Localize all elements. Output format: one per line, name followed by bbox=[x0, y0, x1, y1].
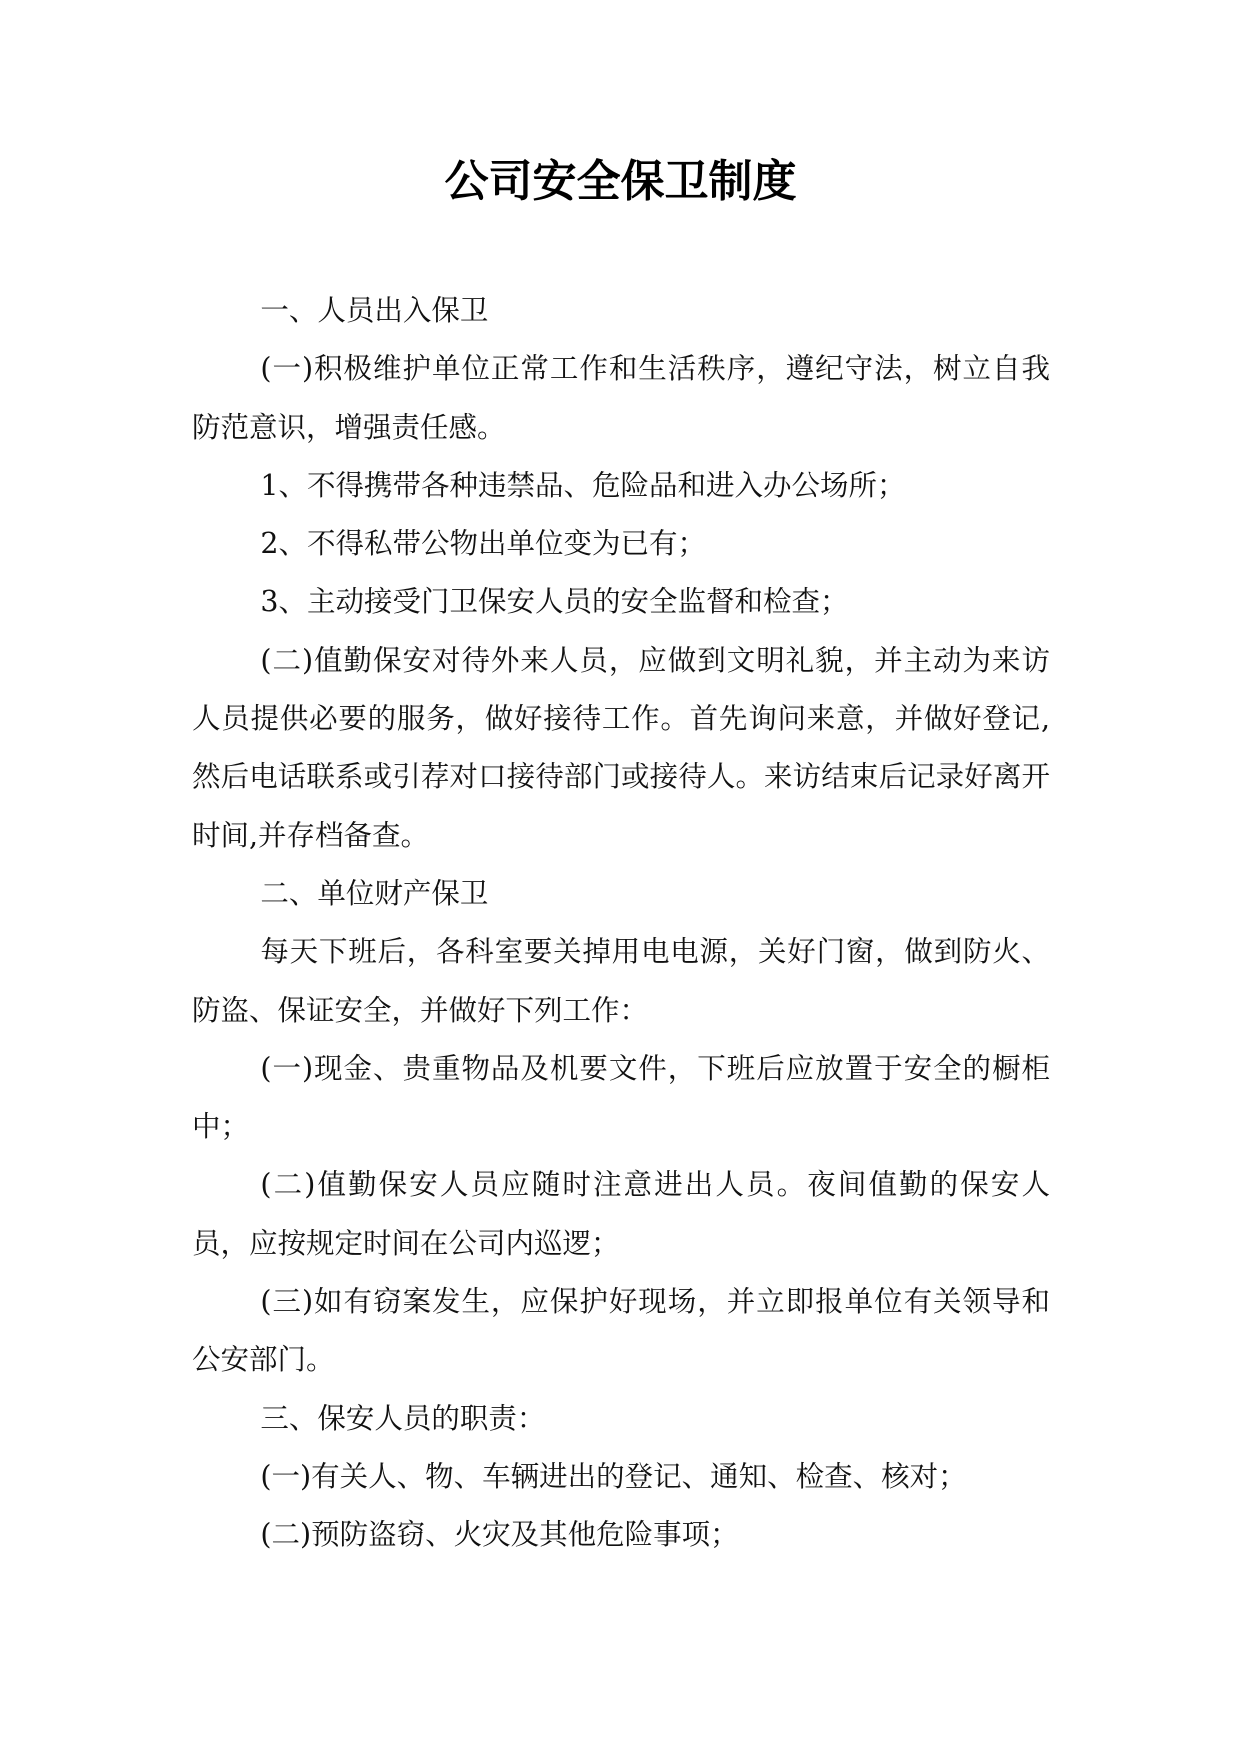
list-item: 2、不得私带公物出单位变为已有； bbox=[260, 527, 707, 561]
document-body bbox=[192, 282, 1050, 1565]
paragraph: (一)有关人、物、车辆进出的登记、通知、检查、核对； bbox=[260, 1459, 967, 1493]
paragraph: (一)现金、贵重物品及机要文件，下班后应放置于安全的橱柜中； bbox=[192, 1051, 1050, 1144]
list-item: 3、主动接受门卫保安人员的安全监督和检查； bbox=[260, 585, 849, 619]
list-item: 1、不得携带各种违禁品、危险品和进入办公场所； bbox=[260, 468, 906, 502]
paragraph: (二)值勤保安对待外来人员，应做到文明礼貌，并主动为来访人员提供必要的服务，做好接待工作。首先询问来意，并做好登记,然后电话联系或引荐对口接待部门或接待人。来访结束后记录好离开时间,并存档备查。 bbox=[192, 643, 1050, 852]
section-heading-guard-duties: 三、保安人员的职责： bbox=[260, 1401, 546, 1435]
paragraph: (一)积极维护单位正常工作和生活秩序，遵纪守法，树立自我防范意识，增强责任感。 bbox=[192, 352, 1050, 444]
section-heading-personnel-access: 一、人员出入保卫 bbox=[260, 294, 489, 327]
paragraph: (三)如有窃案发生，应保护好现场，并立即报单位有关领导和公安部门。 bbox=[192, 1285, 1050, 1377]
paragraph: 每天下班后，各科室要关掉用电电源，关好门窗，做到防火、防盗、保证安全，并做好下列工作： bbox=[192, 935, 1050, 1027]
paragraph: (二)预防盗窃、火灾及其他危险事项； bbox=[260, 1518, 739, 1552]
section-heading-property-security: 二、单位财产保卫 bbox=[260, 876, 489, 910]
page-title: 公司安全保卫制度 bbox=[444, 156, 797, 207]
paragraph: (二)值勤保安人员应随时注意进出人员。夜间值勤的保安人员，应按规定时间在公司内巡逻； bbox=[192, 1168, 1050, 1260]
